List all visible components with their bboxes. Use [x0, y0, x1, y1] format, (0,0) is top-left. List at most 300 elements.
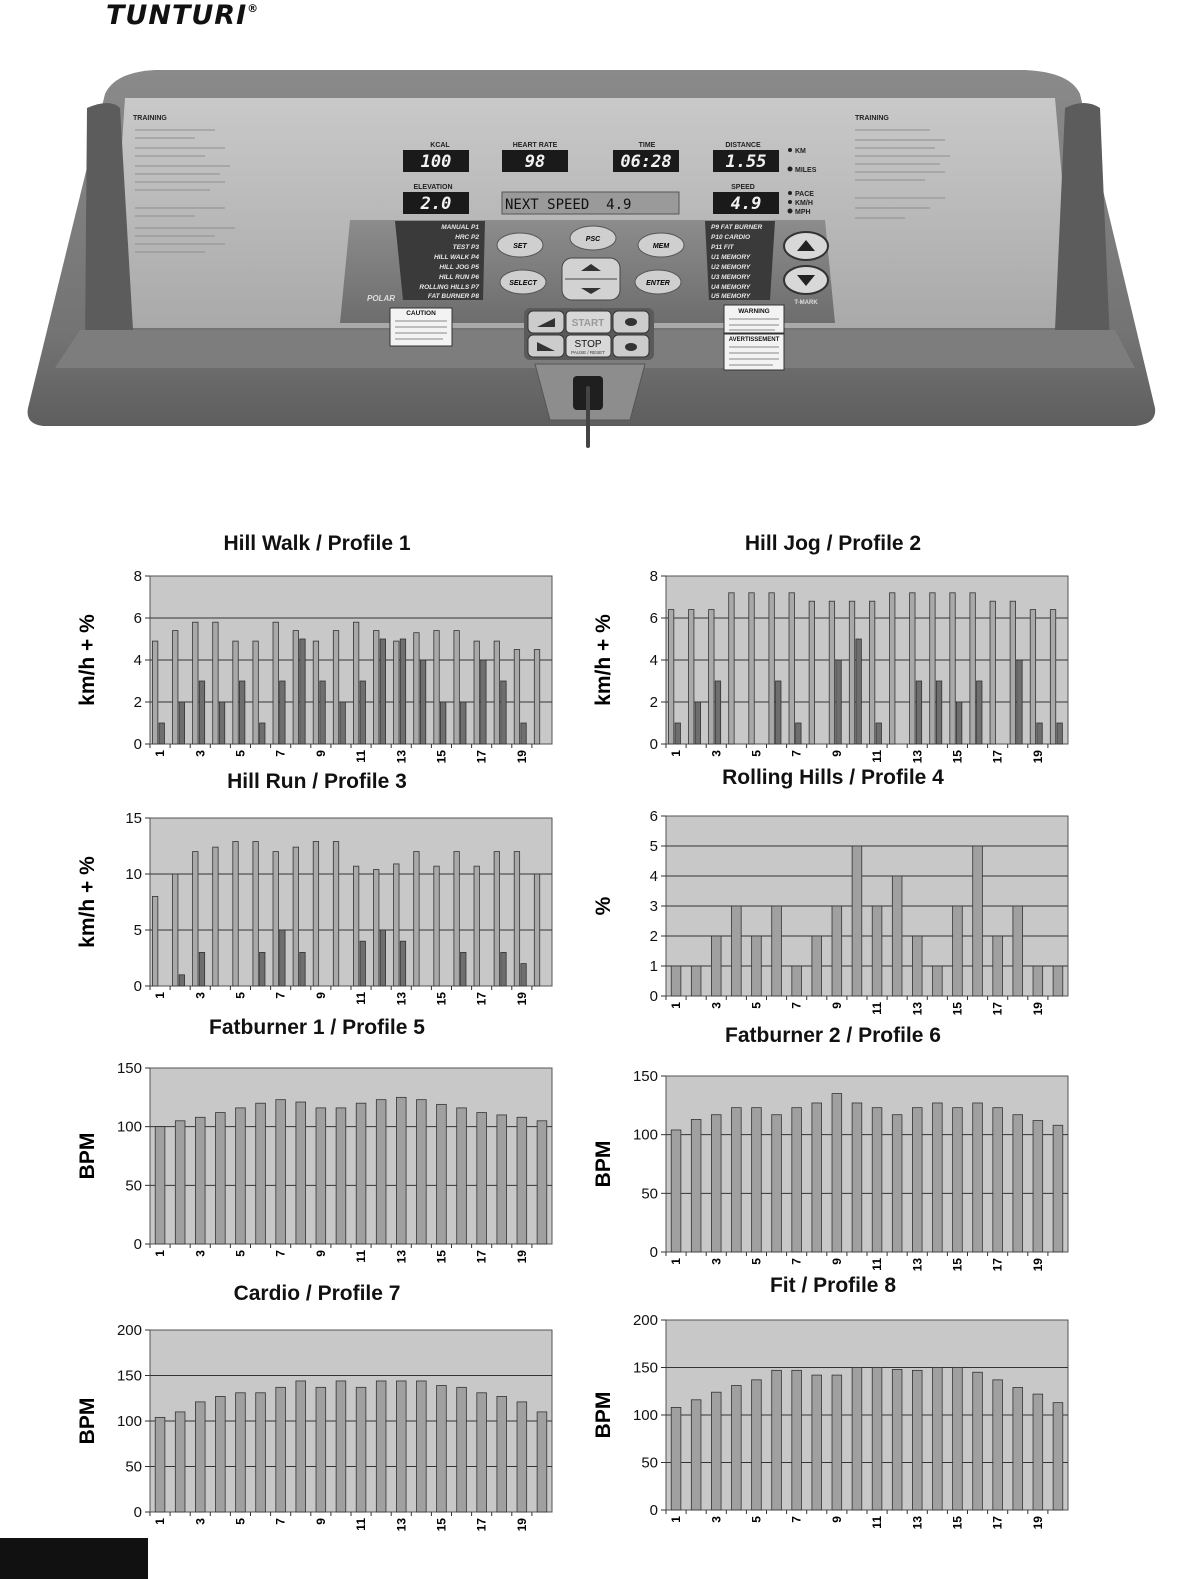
bar	[1033, 1394, 1043, 1510]
bar	[454, 631, 459, 744]
x-tick-label: 9	[313, 992, 328, 999]
bar	[199, 681, 204, 744]
bar	[260, 952, 265, 986]
bar	[179, 975, 184, 986]
x-tick-label: 13	[910, 1516, 925, 1530]
bar	[173, 874, 178, 986]
speed-value: 4.9	[730, 194, 762, 214]
chart-fatburner-1	[72, 1016, 562, 1266]
bar	[993, 936, 1003, 996]
y-tick-label: 10	[125, 866, 142, 883]
x-tick-label: 11	[870, 1002, 885, 1015]
x-tick-label: 3	[193, 1250, 208, 1257]
bar	[711, 1392, 721, 1510]
x-tick-label: 1	[153, 992, 168, 999]
bar	[521, 723, 526, 744]
bar	[273, 852, 278, 986]
distance-value: 1.55	[725, 152, 767, 172]
bar	[973, 1103, 983, 1252]
x-tick-label: 15	[950, 750, 965, 764]
bar	[417, 1381, 427, 1512]
bar	[296, 1102, 306, 1244]
program-right-item[interactable]: U1 MEMORY	[711, 254, 751, 261]
bar	[173, 631, 178, 744]
bar	[233, 842, 238, 986]
bar	[316, 1108, 326, 1244]
bar	[494, 641, 499, 744]
bar	[916, 681, 921, 744]
bar	[276, 1387, 286, 1512]
start-label: START	[571, 318, 605, 329]
bar	[239, 681, 244, 744]
y-tick-label: 0	[649, 1502, 658, 1519]
bar	[517, 1402, 527, 1512]
program-right-item[interactable]: P11 FIT	[711, 244, 734, 251]
program-list-right	[705, 221, 775, 300]
bar	[812, 1375, 822, 1510]
bar	[396, 1381, 406, 1512]
bar	[792, 1108, 802, 1252]
y-tick-label: 200	[116, 1322, 142, 1339]
bar	[400, 941, 405, 986]
center-rocker-buttons[interactable]	[562, 258, 620, 300]
bar	[420, 660, 425, 744]
x-tick-label: 13	[394, 1250, 409, 1264]
y-tick-label: 3	[649, 898, 658, 915]
bar	[832, 906, 842, 996]
rabbit-icon	[625, 318, 637, 326]
bar	[280, 681, 285, 744]
elevation-label: ELEVATION	[413, 184, 453, 191]
bar	[296, 1381, 306, 1512]
y-tick-label: 150	[116, 1367, 142, 1385]
bar	[253, 842, 258, 986]
program-right-item[interactable]: U4 MEMORY	[711, 284, 751, 291]
bar	[953, 906, 963, 996]
distance-display	[713, 150, 779, 172]
mem-button-label: MEM	[652, 243, 670, 250]
program-right-item[interactable]: U3 MEMORY	[711, 274, 751, 281]
bar	[414, 633, 419, 744]
bar	[437, 1386, 447, 1512]
program-right-item[interactable]: P10 CARDIO	[711, 234, 751, 241]
stop-button[interactable]	[566, 335, 611, 357]
bar	[534, 650, 539, 745]
x-tick-label: 5	[233, 992, 248, 999]
select-button-label: SELECT	[509, 280, 537, 287]
bar	[993, 1380, 1003, 1510]
bar	[356, 1387, 366, 1512]
y-tick-label: 0	[649, 988, 658, 1005]
x-tick-label: 19	[514, 750, 529, 764]
elevation-display	[403, 192, 469, 214]
program-left-item[interactable]: HILL JOG P5	[439, 264, 479, 271]
incline-quick-up-button[interactable]	[528, 311, 564, 333]
bar	[832, 1375, 842, 1510]
y-tick-label: 4	[649, 868, 658, 885]
bar	[474, 866, 479, 986]
program-left-item[interactable]: HILL RUN P6	[439, 274, 479, 281]
bar	[711, 1115, 721, 1252]
footer-bar	[0, 1538, 148, 1579]
chart-cardio	[72, 1282, 562, 1538]
set-button-label: SET	[513, 243, 527, 250]
x-tick-label: 19	[1030, 750, 1045, 764]
bar	[812, 936, 822, 996]
speed-down-button[interactable]	[784, 266, 828, 294]
bar	[534, 874, 539, 986]
y-axis-label: BPM	[592, 1391, 615, 1439]
program-left-item[interactable]: HILL WALK P4	[433, 254, 479, 261]
bar	[1037, 723, 1042, 744]
program-left-item[interactable]: FAT BURNER P8	[427, 293, 479, 300]
x-tick-label: 3	[193, 1518, 208, 1525]
brand-name: TUNTURI	[106, 0, 248, 31]
x-tick-label: 19	[1030, 1258, 1045, 1272]
x-tick-label: 17	[474, 1518, 489, 1532]
y-tick-label: 8	[133, 568, 142, 585]
enter-button-label: ENTER	[646, 280, 670, 287]
x-tick-label: 15	[434, 1518, 449, 1532]
y-tick-label: 6	[133, 610, 142, 627]
bar	[236, 1393, 246, 1512]
turtle-icon	[625, 343, 637, 351]
bar	[993, 1108, 1003, 1252]
bar	[829, 601, 834, 744]
bar	[497, 1115, 507, 1244]
bar	[514, 852, 519, 986]
bar	[195, 1402, 205, 1512]
y-tick-label: 2	[649, 694, 658, 711]
heart-rate-display	[502, 150, 568, 172]
bar	[175, 1412, 185, 1512]
y-tick-label: 6	[649, 808, 658, 825]
bar	[752, 936, 762, 996]
bar	[236, 1108, 246, 1244]
x-tick-label: 19	[1030, 1516, 1045, 1530]
bar	[461, 952, 466, 986]
bar	[1050, 610, 1055, 744]
chart-title: Hill Run / Profile 3	[227, 770, 407, 793]
bar	[892, 876, 902, 996]
bar	[199, 952, 204, 986]
mem-button[interactable]	[638, 233, 684, 257]
registered-mark: ®	[247, 2, 260, 15]
bar	[253, 641, 258, 744]
x-tick-label: 1	[153, 1250, 168, 1257]
y-tick-label: 50	[641, 1185, 658, 1203]
bar	[374, 631, 379, 744]
bar	[193, 852, 198, 986]
kcal-label: KCAL	[430, 142, 450, 149]
bar	[950, 593, 955, 744]
bar	[434, 631, 439, 744]
x-tick-label: 15	[950, 1258, 965, 1272]
bar	[1017, 660, 1022, 744]
bar	[400, 639, 405, 744]
chart-title: Fatburner 2 / Profile 6	[725, 1024, 941, 1047]
caution-sticker	[390, 308, 452, 346]
speed-quick-down-button[interactable]	[613, 335, 649, 357]
x-tick-label: 13	[394, 992, 409, 1006]
chart-plot	[72, 1320, 562, 1544]
y-axis-label: BPM	[76, 1397, 99, 1445]
program-right-item[interactable]: U2 MEMORY	[711, 264, 751, 271]
bar	[494, 852, 499, 986]
bar	[537, 1412, 547, 1512]
bar	[300, 639, 305, 744]
chart-plot	[588, 806, 1078, 1028]
x-tick-label: 5	[749, 1258, 764, 1265]
bar	[256, 1103, 266, 1244]
program-left-item[interactable]: MANUAL P1	[441, 224, 479, 231]
program-right-item[interactable]: P9 FAT BURNER	[711, 224, 763, 231]
bar	[320, 681, 325, 744]
bar	[521, 964, 526, 986]
bar	[933, 1103, 943, 1252]
chart-plot	[72, 1058, 562, 1276]
bar	[353, 622, 358, 744]
stop-label: STOP	[574, 339, 602, 350]
bar	[159, 723, 164, 744]
bar	[689, 610, 694, 744]
bar	[179, 702, 184, 744]
message-display	[502, 192, 679, 214]
y-tick-label: 15	[125, 810, 142, 827]
bar	[1013, 906, 1023, 996]
bar	[749, 593, 754, 744]
bar	[1033, 966, 1043, 996]
x-tick-label: 11	[870, 750, 885, 763]
bar	[394, 864, 399, 986]
chart-title: Cardio / Profile 7	[233, 1282, 401, 1305]
avertissement-sticker	[724, 334, 784, 370]
bar	[216, 1113, 226, 1244]
select-button[interactable]	[500, 270, 546, 294]
bar	[809, 601, 814, 744]
y-axis-label: km/h + %	[592, 614, 615, 706]
bar	[376, 1381, 386, 1512]
bar	[869, 601, 874, 744]
y-tick-label: 50	[125, 1177, 142, 1195]
bar	[152, 896, 157, 986]
chart-fatburner-2	[588, 1024, 1078, 1274]
x-tick-label: 7	[273, 992, 288, 999]
heart-rate-label: HEART RATE	[512, 142, 558, 149]
x-tick-label: 3	[709, 750, 724, 757]
bar	[360, 681, 365, 744]
y-tick-label: 100	[116, 1118, 142, 1136]
y-tick-label: 50	[125, 1458, 142, 1476]
program-left-item[interactable]: HRC P2	[455, 234, 479, 241]
bar	[936, 681, 941, 744]
x-tick-label: 3	[193, 992, 208, 999]
chart-title: Fit / Profile 8	[769, 1274, 897, 1297]
program-left-item[interactable]: ROLLING HILLS P7	[419, 284, 479, 291]
x-tick-label: 5	[233, 750, 248, 757]
x-tick-label: 5	[749, 1516, 764, 1523]
x-tick-label: 17	[474, 992, 489, 1006]
x-tick-label: 19	[514, 992, 529, 1006]
y-tick-label: 5	[133, 922, 142, 939]
y-tick-label: 100	[632, 1407, 658, 1424]
x-tick-label: 17	[990, 1258, 1005, 1272]
program-right-item[interactable]: U5 MEMORY	[711, 293, 751, 300]
time-label: TIME	[638, 142, 656, 149]
x-tick-label: 1	[153, 1518, 168, 1525]
program-list-left	[395, 221, 485, 300]
chart-hill-jog	[588, 528, 1078, 768]
y-tick-label: 4	[133, 652, 142, 669]
bar	[711, 936, 721, 996]
chart-plot	[588, 1066, 1078, 1284]
speed-up-button[interactable]	[784, 232, 828, 260]
bar	[772, 1115, 782, 1252]
bar	[376, 1100, 386, 1244]
t-mark-label: T-MARK	[794, 300, 818, 306]
time-value: 06:28	[620, 152, 672, 172]
bar	[313, 842, 318, 986]
bar	[1030, 610, 1035, 744]
bar	[990, 601, 995, 744]
y-tick-label: 5	[649, 838, 658, 855]
y-axis-label: %	[592, 896, 615, 916]
bar	[1013, 1115, 1023, 1252]
y-tick-label: 2	[133, 694, 142, 711]
x-tick-label: 19	[514, 1518, 529, 1532]
bar	[709, 610, 714, 744]
bar	[872, 906, 882, 996]
bar	[836, 660, 841, 744]
x-tick-label: 7	[789, 1258, 804, 1265]
bar	[732, 906, 742, 996]
chart-hill-run	[72, 770, 562, 1010]
bar	[812, 1103, 822, 1252]
bar	[876, 723, 881, 744]
x-tick-label: 7	[273, 1250, 288, 1257]
incline-quick-down-button[interactable]	[528, 335, 564, 357]
distance-unit-miles: MILES	[795, 167, 817, 174]
bar	[729, 593, 734, 744]
bar	[956, 702, 961, 744]
x-tick-label: 11	[870, 1258, 885, 1271]
bar	[695, 702, 700, 744]
x-tick-label: 9	[313, 1250, 328, 1257]
chart-plot	[588, 1310, 1078, 1542]
training-right-label: TRAINING	[855, 115, 889, 122]
speed-label: SPEED	[731, 184, 755, 191]
bar	[933, 1368, 943, 1511]
stop-sublabel: PAUSE / RESET	[571, 350, 605, 355]
y-axis-label: BPM	[592, 1140, 615, 1188]
x-tick-label: 3	[709, 1002, 724, 1009]
bar	[434, 866, 439, 986]
x-tick-label: 15	[434, 750, 449, 764]
bar	[852, 1103, 862, 1252]
bar	[514, 650, 519, 745]
x-tick-label: 7	[789, 1516, 804, 1523]
bar	[474, 641, 479, 744]
bar	[356, 1103, 366, 1244]
x-tick-label: 9	[829, 1258, 844, 1265]
enter-button[interactable]	[635, 270, 681, 294]
bar	[912, 1108, 922, 1252]
y-axis-label: km/h + %	[76, 614, 99, 706]
bar	[155, 1127, 165, 1244]
start-button[interactable]	[566, 311, 611, 333]
warning-sticker	[724, 305, 784, 333]
y-tick-label: 200	[632, 1312, 658, 1329]
x-tick-label: 7	[789, 1002, 804, 1009]
set-button[interactable]	[497, 233, 543, 257]
x-tick-label: 13	[910, 1258, 925, 1272]
bar	[772, 906, 782, 996]
plot-area	[150, 1068, 552, 1244]
y-tick-label: 150	[116, 1060, 142, 1077]
y-tick-label: 0	[133, 736, 142, 753]
bar	[440, 702, 445, 744]
bar	[1033, 1121, 1043, 1252]
bar	[501, 681, 506, 744]
bar	[461, 702, 466, 744]
x-tick-label: 11	[870, 1516, 885, 1529]
x-tick-label: 11	[354, 750, 369, 763]
bar	[219, 702, 224, 744]
x-tick-label: 11	[354, 992, 369, 1005]
bar	[360, 941, 365, 986]
bar	[973, 846, 983, 996]
x-tick-label: 17	[474, 750, 489, 764]
x-tick-label: 19	[514, 1250, 529, 1264]
bar	[380, 639, 385, 744]
bar	[671, 966, 681, 996]
x-tick-label: 17	[474, 1250, 489, 1264]
x-tick-label: 9	[829, 750, 844, 757]
bar	[152, 641, 157, 744]
bar	[457, 1108, 467, 1244]
bar	[930, 593, 935, 744]
x-tick-label: 1	[669, 750, 684, 757]
x-tick-label: 5	[233, 1250, 248, 1257]
bar	[691, 966, 701, 996]
bar	[953, 1108, 963, 1252]
y-tick-label: 150	[632, 1068, 658, 1085]
x-tick-label: 13	[394, 1518, 409, 1532]
bar	[216, 1396, 226, 1512]
y-tick-label: 6	[649, 610, 658, 627]
kcal-display	[403, 150, 469, 172]
x-tick-label: 1	[669, 1258, 684, 1265]
bar	[280, 930, 285, 986]
time-display	[613, 150, 679, 172]
y-tick-label: 0	[133, 978, 142, 995]
program-left-item[interactable]: TEST P3	[452, 244, 479, 251]
bar	[832, 1094, 842, 1252]
bar	[872, 1368, 882, 1511]
bar	[977, 681, 982, 744]
bar	[155, 1417, 165, 1512]
bar	[336, 1381, 346, 1512]
bottom-control-cluster	[524, 308, 654, 360]
bar	[316, 1387, 326, 1512]
speed-unit-mph: MPH	[795, 209, 811, 216]
bar	[856, 639, 861, 744]
psc-button[interactable]	[570, 226, 616, 250]
bar	[380, 930, 385, 986]
speed-quick-up-button[interactable]	[613, 311, 649, 333]
bar	[691, 1119, 701, 1252]
psc-button-label: PSC	[585, 236, 601, 243]
